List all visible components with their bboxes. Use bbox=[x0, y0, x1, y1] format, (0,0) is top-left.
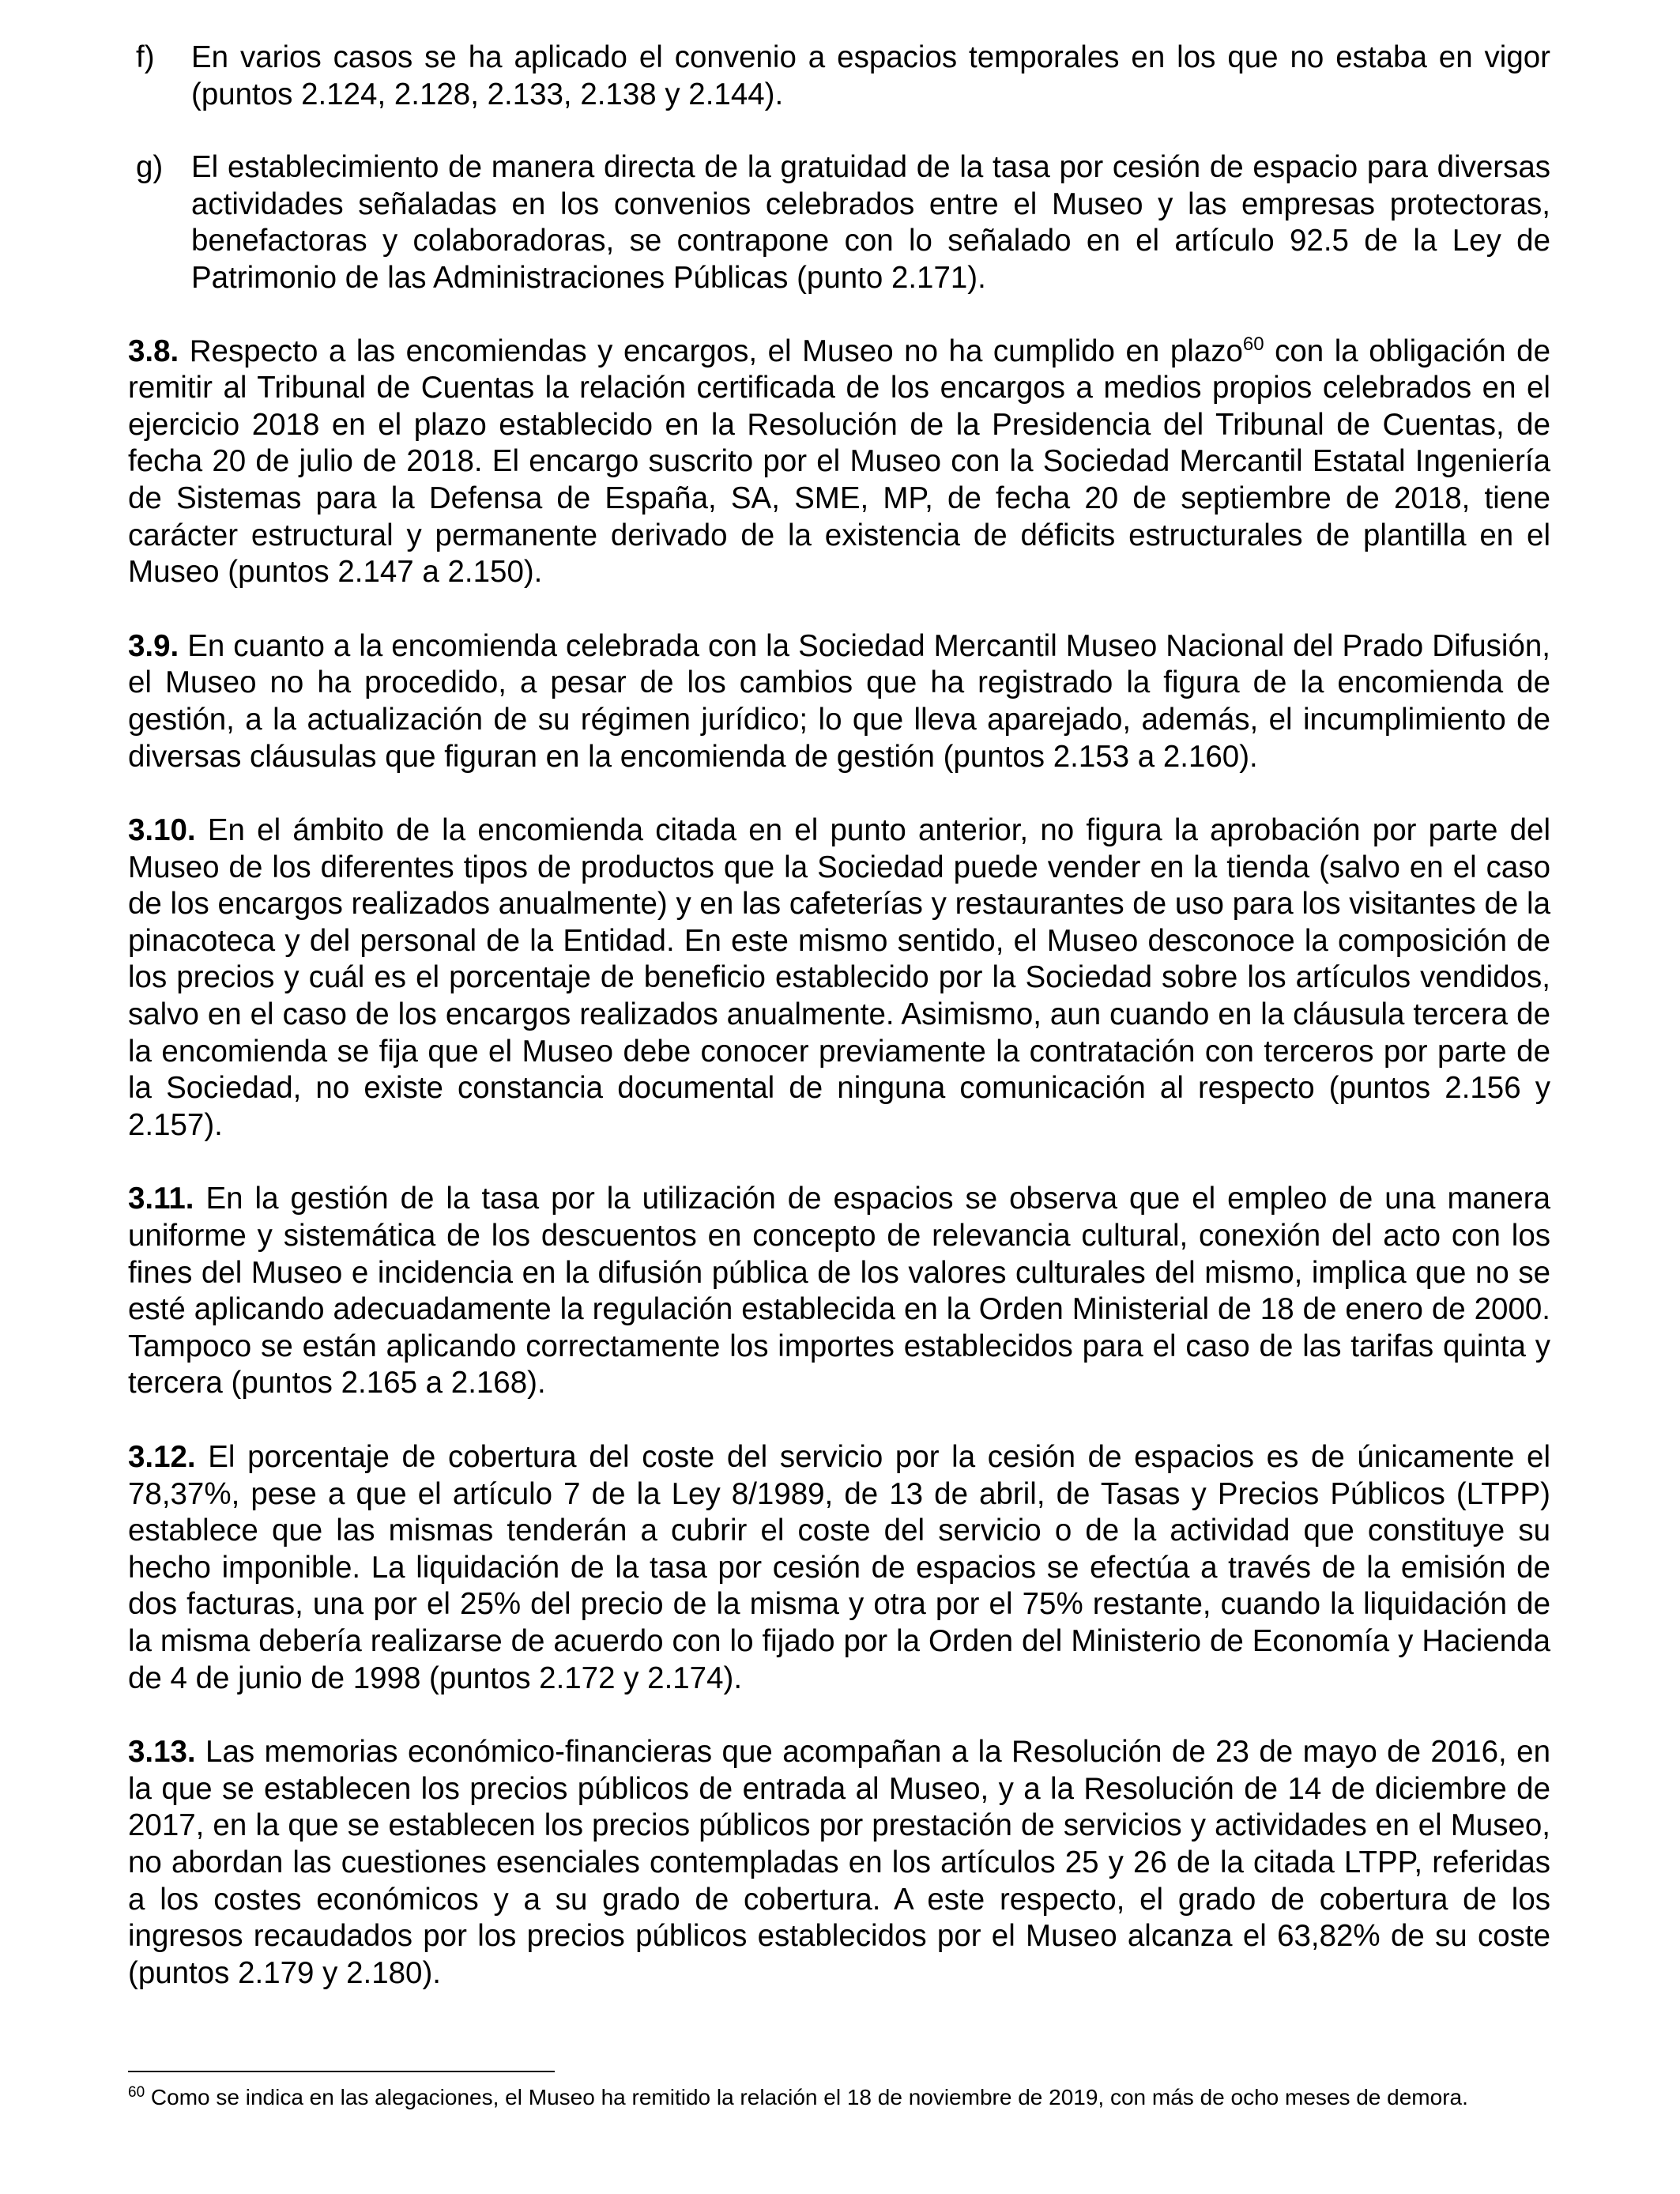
paragraph-number: 3.13. bbox=[128, 1735, 196, 1770]
paragraph-3-8 bbox=[128, 334, 1550, 591]
paragraph-number: 3.11. bbox=[128, 1182, 194, 1216]
paragraph-3-9 bbox=[128, 628, 1550, 775]
footnote bbox=[128, 2083, 1550, 2111]
paragraph-number: 3.9. bbox=[128, 628, 179, 663]
paragraph-number: 3.10. bbox=[128, 813, 196, 848]
paragraph-text: Respecto a las encomiendas y encargos, el Museo no ha cumplido en plazo bbox=[179, 334, 1243, 368]
list-marker: g) bbox=[136, 150, 164, 185]
paragraph-3-13 bbox=[128, 1734, 1550, 1992]
paragraph-text: Las memorias económico-financieras que acompañan a la Resolución de 23 de mayo de 2016, en la que se establecen los precios públicos de entrada al Museo, y a la Resolución de 14 de diciembre de 2017, en la que se establecen los precios públicos por prestación de servicios y actividades en el Museo, no abordan las cuestiones esenciales contempladas en los artículos 25 y 26 de la citada LTPP, referidas a los costes económicos y a su grado de cobertura. A este respecto, el grado de cobertura de los ingresos recaudados por los precios públicos establecidos por el Museo alcanza el 63,82% de su coste (puntos 2.179 y 2.180). bbox=[128, 1735, 1550, 1990]
paragraph-number: 3.12. bbox=[128, 1440, 196, 1474]
footnote-number: 60 bbox=[128, 2084, 145, 2101]
list-marker: f) bbox=[136, 40, 155, 74]
paragraph-text: con la obligación de remitir al Tribunal de Cuentas la relación certificada de los encargos a medios propios celebrados en el ejercicio 2018 en el plazo establecido en la Resolución de la Presidencia del Tribunal de Cuentas, de fecha 20 de julio de 2018. El encargo suscrito por el Museo con la Sociedad Mercantil Estatal Ingeniería de Sistemas para la Defensa de España, SA, SME, MP, de fecha 20 de septiembre de 2018, tiene carácter estructural y permanente derivado de la existencia de déficits estructurales de plantilla en el Museo (puntos 2.147 a 2.150). bbox=[128, 334, 1550, 590]
paragraph-number: 3.8. bbox=[128, 334, 179, 368]
footnote-reference[interactable]: 60 bbox=[1242, 333, 1264, 355]
paragraph-3-12 bbox=[128, 1439, 1550, 1697]
list-item-g bbox=[128, 149, 1550, 296]
list-item-f bbox=[128, 40, 1550, 113]
paragraph-text: El porcentaje de cobertura del coste del servicio por la cesión de espacios es de únicamente el 78,37%, pese a que el artículo 7 de la Ley 8/1989, de 13 de abril, de Tasas y Precios Públicos (LTPP) establece que las mismas tenderán a cubrir el coste del servicio o de la actividad que constituye su hecho imponible. La liquidación de la tasa por cesión de espacios se efectúa a través de la emisión de dos facturas, una por el 25% del precio de la misma y otra por el 75% restante, cuando la liquidación de la misma debería realizarse de acuerdo con lo fijado por la Orden del Ministerio de Economía y Hacienda de 4 de junio de 1998 (puntos 2.172 y 2.174). bbox=[128, 1440, 1550, 1695]
footnote-text: Como se indica en las alegaciones, el Museo ha remitido la relación el 18 de noviembre de 2019, con más de ocho meses de demora. bbox=[145, 2085, 1468, 2109]
list-item-text: El establecimiento de manera directa de la gratuidad de la tasa por cesión de espacio para diversas actividades señaladas en los convenios celebrados entre el Museo y las empresas protectoras, benefactoras y colaboradoras, se contrapone con lo señalado en el artículo 92.5 de la Ley de Patrimonio de las Administraciones Públicas (punto 2.171). bbox=[191, 150, 1550, 295]
list-item-text: En varios casos se ha aplicado el convenio a espacios temporales en los que no estaba en vigor (puntos 2.124, 2.128, 2.133, 2.138 y 2.144). bbox=[191, 40, 1550, 111]
paragraph-text: En cuanto a la encomienda celebrada con la Sociedad Mercantil Museo Nacional del Prado Difusión, el Museo no ha procedido, a pesar de los cambios que ha registrado la figura de la encomienda de gestión, a la actualización de su régimen jurídico; lo que lleva aparejado, además, el incumplimiento de diversas cláusulas que figuran en la encomienda de gestión (puntos 2.153 a 2.160). bbox=[128, 628, 1550, 774]
paragraph-3-11 bbox=[128, 1181, 1550, 1402]
paragraph-text: En el ámbito de la encomienda citada en el punto anterior, no figura la aprobación por parte del Museo de los diferentes tipos de productos que la Sociedad puede vender en la tienda (salvo en el caso de los encargos realizados anualmente) y en las cafeterías y restaurantes de uso para los visitantes de la pinacoteca y del personal de la Entidad. En este mismo sentido, el Museo desconoce la composición de los precios y cuál es el porcentaje de beneficio establecido por la Sociedad sobre los artículos vendidos, salvo en el caso de los encargos realizados anualmente. Asimismo, aun cuando en la cláusula tercera de la encomienda se fija que el Museo debe conocer previamente la contratación con terceros por parte de la Sociedad, no existe constancia documental de ninguna comunicación al respecto (puntos 2.156 y 2.157). bbox=[128, 813, 1550, 1142]
paragraph-text: En la gestión de la tasa por la utilización de espacios se observa que el empleo de una manera uniforme y sistemática de los descuentos en concepto de relevancia cultural, conexión del acto con los fines del Museo e incidencia en la difusión pública de los valores culturales del mismo, implica que no se esté aplicando adecuadamente la regulación establecida en la Orden Ministerial de 18 de enero de 2000. Tampoco se están aplicando correctamente los importes establecidos para el caso de las tarifas quinta y tercera (puntos 2.165 a 2.168). bbox=[128, 1182, 1550, 1400]
paragraph-3-10 bbox=[128, 812, 1550, 1144]
footnote-separator bbox=[128, 2071, 555, 2072]
document-body bbox=[128, 40, 1550, 2029]
